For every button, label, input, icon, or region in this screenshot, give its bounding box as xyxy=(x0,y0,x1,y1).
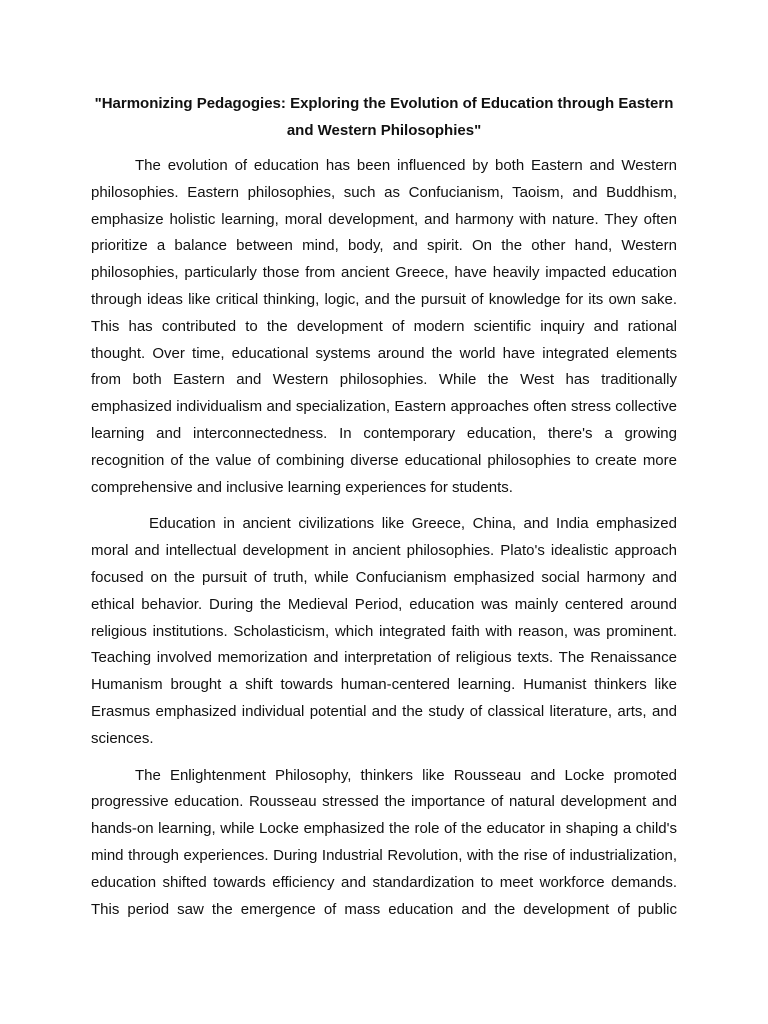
paragraph-1: The evolution of education has been influenced by both Eastern and Western philosophies. Eastern philosophies, such as Confucianism, Taoism, and Buddhism, emphasize holistic learning, moral development, and harmony with nature. They often prioritize a balance between mind, body, and spirit. On the other hand, Western philosophies, particularly those from ancient Greece, have heavily impacted education through ideas like critical thinking, logic, and the pursuit of knowledge for its own sake. This has contributed to the development of modern scientific inquiry and rational thought. Over time, educational systems around the world have integrated elements from both Eastern and Western philosophies. While the West has traditionally emphasized individualism and specialization, Eastern approaches often stress collective learning and interconnectedness. In contemporary education, there's a growing recognition of the value of combining diverse educational philosophies to create more comprehensive and inclusive learning experiences for students. xyxy=(91,157,677,496)
document-body xyxy=(91,91,677,933)
paragraph-2: Education in ancient civilizations like Greece, China, and India emphasized moral and intellectual development in ancient philosophies. Plato's idealistic approach focused on the pursuit of truth, while Confucianism emphasized social harmony and ethical behavior. During the Medieval Period, education was mainly centered around religious institutions. Scholasticism, which integrated faith with reason, was prominent. Teaching involved memorization and interpretation of religious texts. The Renaissance Humanism brought a shift towards human-centered learning. Humanist thinkers like Erasmus emphasized individual potential and the study of classical literature, arts, and sciences. xyxy=(91,515,677,747)
paragraph-3: The Enlightenment Philosophy, thinkers like Rousseau and Locke promoted progressive education. Rousseau stressed the importance of natural development and hands-on learning, while Locke emphasized the role of the educator in shaping a child's mind through experiences. During Industrial Revolution, with the rise of industrialization, education shifted towards efficiency and standardization to meet workforce demands. This period saw the emergence of mass education and the development of public xyxy=(91,766,677,918)
document-title: "Harmonizing Pedagogies: Exploring the Evolution of Education through Eastern and Western Philosophies" xyxy=(94,95,674,139)
